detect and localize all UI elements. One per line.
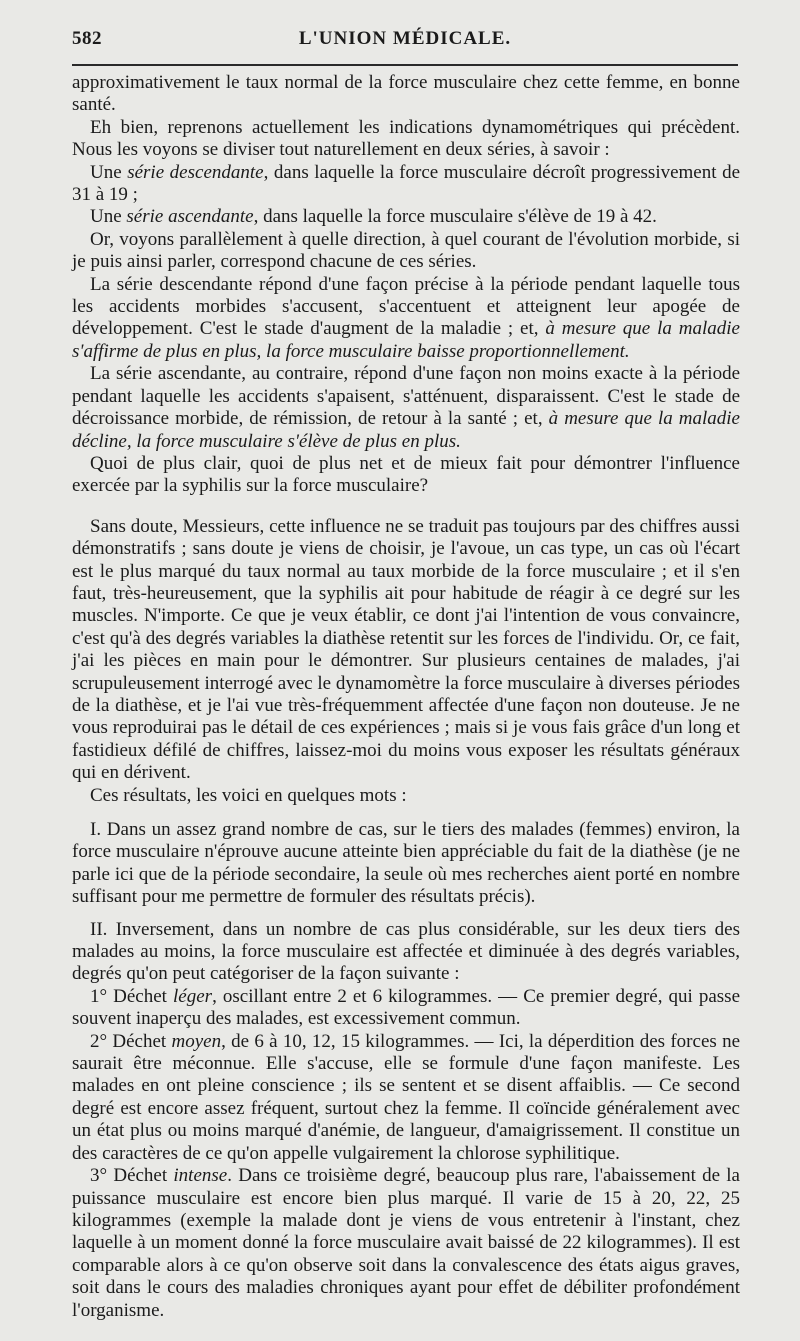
paragraph	[72, 363, 740, 453]
italic-text: série ascendante	[126, 206, 254, 228]
text-run: approximativement le taux normal de la force musculaire chez cette femme, en bonne santé.	[72, 72, 740, 116]
italic-text: à mesure que la maladie s'affirme de plus en plus, la force musculaire baisse proportionnellement.	[72, 318, 740, 362]
paragraph	[72, 274, 740, 364]
paragraph	[72, 819, 740, 909]
text-run: II. Inversement, dans un nombre de cas plus considérable, sur les deux tiers des malades au moins, la force musculaire est affectée et diminuée à des degrés variables, degrés qu'on peut catégoriser de la façon suivante :	[72, 918, 740, 985]
page-header	[72, 28, 738, 58]
running-title: L'UNION MÉDICALE.	[298, 28, 512, 49]
text-run: Une	[90, 206, 127, 228]
italic-text: à mesure que la maladie décline, la force musculaire s'élève de plus en plus.	[72, 408, 740, 452]
italic-text: moyen	[171, 1030, 222, 1052]
paragraph	[72, 1031, 740, 1165]
text-run: , de 6 à 10, 12, 15 kilogrammes. — Ici, la déperdition des forces ne saurait être méconnue. Elle s'accuse, elle se formule d'une façon manifeste. Les malades en ont pleine conscience ; ils se sentent et se disent affaiblis. — Ce second degré est encore assez fréquent, surtout chez la femme. Il coïncide généralement avec un état plus ou moins marqué d'anémie, de langueur, d'amaigrissement. Il constitue un des caractères de ce qu'on appelle vulgairement la chlorose syphilitique.	[72, 1030, 740, 1164]
paragraph	[72, 72, 740, 117]
text-run: I. Dans un assez grand nombre de cas, sur le tiers des malades (femmes) environ, la force musculaire n'éprouve aucune atteinte bien appréciable du fait de la diathèse (je ne parle ici que de la période secondaire, la seule où mes recherches aient porté en nombre suffisant pour me permettre de formuler des résultats précis).	[72, 819, 740, 908]
text-run: 3° Déchet	[90, 1165, 174, 1187]
text-run: Ces résultats, les voici en quelques mots :	[90, 784, 407, 806]
paragraph	[72, 162, 740, 207]
page-number: 582	[72, 28, 102, 49]
paragraph	[72, 1165, 740, 1322]
text-run: , dans laquelle la force musculaire décroît progressivement de 31 à 19 ;	[72, 161, 740, 206]
text-run: . Dans ce troisième degré, beaucoup plus rare, l'abaissement de la puissance musculaire est encore bien plus marqué. Il varie de 15 à 20, 22, 25 kilogrammes (exemple la malade dont je viens de vous entretenir à l'instant, chez laquelle à un moment donné la force musculaire avait baissé de 22 kilogrammes). Il est comparable alors à ce qu'on observe soit dans la convalescence des états aigus graves, soit dans le cours des maladies chroniques ayant pour effet de débiliter profondément l'organisme.	[72, 1165, 740, 1321]
paragraph	[72, 117, 740, 162]
italic-text: léger	[173, 985, 213, 1007]
paragraph	[72, 986, 740, 1031]
text-run: Une	[90, 161, 128, 183]
text-run: Quoi de plus clair, quoi de plus net et de mieux fait pour démontrer l'influence exercée par la syphilis sur la force musculaire?	[72, 452, 740, 497]
text-run: La série ascendante, au contraire, répond d'une façon non moins exacte à la période pendant laquelle les accidents s'apaisent, s'atténuent, disparaissent. C'est le stade de décroissance morbide, de rémission, de retour à la santé ; et,	[72, 363, 740, 430]
text-run: Or, voyons parallèlement à quelle direction, à quel courant de l'évolution morbide, si je puis ainsi parler, correspond chacune de ces séries.	[72, 228, 740, 273]
text-run: La série descendante répond d'une façon précise à la période pendant laquelle tous les accidents morbides s'accusent, s'accentuent et atteignent leur apogée de développement. C'est le stade d'augment de la maladie ; et,	[72, 273, 740, 340]
text-run: , dans laquelle la force musculaire s'élève de 19 à 42.	[253, 206, 657, 228]
text-run: Sans doute, Messieurs, cette influence ne se traduit pas toujours par des chiffres aussi démonstratifs ; sans doute je viens de choisir, je l'avoue, un cas type, un cas où l'écart est le plus marqué du taux normal au taux morbide de la force musculaire ; et il s'en faut, très-heureusement, que la syphilis ait pour habitude de réagir à ce degré sur les muscles. N'importe. Ce que je veux établir, ce dont j'ai l'intention de vous convaincre, c'est qu'à des degrés variables la diathèse retentit sur les forces de l'individu. Or, ce fait, j'ai les pièces en main pour le démontrer. Sur plusieurs centaines de malades, j'ai scrupuleusement interrogé avec le dynamomètre la force musculaire à diverses périodes de la diathèse, et je l'ai vue très-fréquemment affectée d'une façon non douteuse. Je ne vous reproduirai pas le détail de ces expériences ; mais si je vous fais grâce d'un long et fastidieux défilé de chiffres, laissez-moi du moins vous exposer les résultats généraux qui en dérivent.	[72, 515, 740, 784]
paragraph	[72, 229, 740, 274]
header-rule	[72, 64, 738, 66]
paragraph	[72, 785, 740, 807]
paragraph	[72, 453, 740, 498]
text-run: 1° Déchet	[90, 985, 174, 1007]
paragraph	[72, 206, 740, 228]
italic-text: série descendante	[127, 161, 264, 183]
text-run: , oscillant entre 2 et 6 kilogrammes. — Ce premier degré, qui passe souvent inaperçu des malades, est excessivement commun.	[72, 985, 741, 1030]
body-text	[72, 72, 740, 1322]
text-run: 2° Déchet	[90, 1030, 172, 1052]
paragraph	[72, 919, 740, 986]
italic-text: intense	[173, 1165, 228, 1187]
text-run: Eh bien, reprenons actuellement les indications dynamométriques qui précèdent. Nous les voyons se diviser tout naturellement en deux séries, à savoir :	[72, 116, 740, 161]
paragraph	[72, 516, 740, 785]
